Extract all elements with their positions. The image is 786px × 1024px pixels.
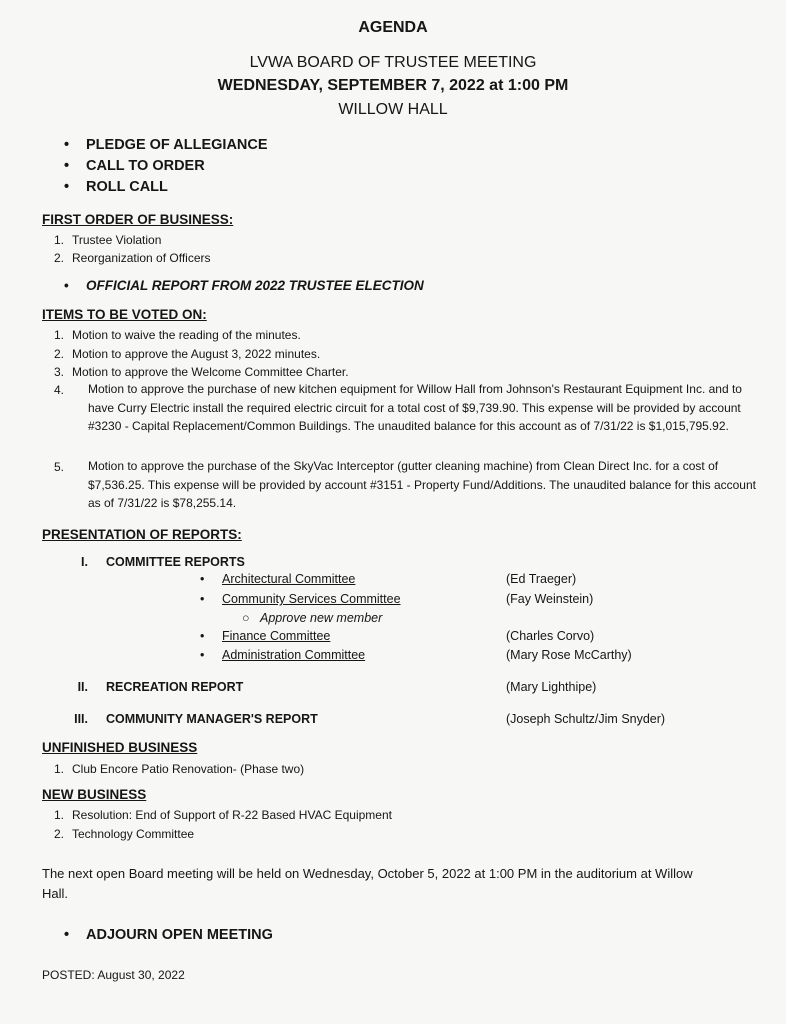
committee-item <box>200 629 330 643</box>
adjourn-item: • ADJOURN OPEN MEETING <box>64 927 273 943</box>
list-item: Motion to approve the purchase of new kitchen equipment for Willow Hall from Johnson's Restaurant Equipment Inc. and to have Curry Electric install the required electric circuit for a total cost of $9,739.90. This expense will be provided by account #3230 - Capital Replacement/Common Buildings. The unaudited balance for this account as of 7/31/22 is $1,015,795.92. <box>88 382 742 433</box>
bullet-icon: • <box>64 278 69 293</box>
meeting-name: LVWA BOARD OF TRUSTEE MEETING <box>249 54 537 71</box>
committee-chair: (Mary Rose McCarthy) <box>506 648 632 662</box>
report-section: II. RECREATION REPORT <box>77 680 244 694</box>
list-item: 1. Resolution: End of Support of R-22 Based HVAC Equipment <box>53 808 392 822</box>
committee-chair: (Fay Weinstein) <box>506 592 594 606</box>
bullet-icon: • <box>200 629 205 643</box>
bullet-icon: • <box>64 137 70 153</box>
report-presenter: (Mary Lighthipe) <box>506 680 597 694</box>
posted-date: POSTED: August 30, 2022 <box>42 968 185 982</box>
committee-link[interactable]: Administration Committee <box>222 648 366 662</box>
agenda-page: AGENDA LVWA BOARD OF TRUSTEE MEETING WEDNESDAY, SEPTEMBER 7, 2022 at 1:00 PM WILLOW HALL • PLEDGE OF ALLEGIANCE • CALL TO ORDER • ROLL CALL FIRST ORDER OF BUSINESS: 1. Trustee Violation 2. Reorganization of Officers • OFFICIAL REPORT FROM 2022 TRUSTEE ELECTION ITEMS TO BE VOTED ON: 1. Motion to waive the reading of the minutes. 2. Motion to approve the August 3, 2022 minutes. 3. Motion to approve the Welcome Committee Charter. 4. Motion to approve the purchase of new kitchen equipment for Willow Hall from Johnson's Restaurant Equipment Inc. and to have Curry Electric install the required electric circuit for a total cost of $9,739.90. This expense will be provided by account #3230 - Capital Replacement/Common Buildings. The unaudited balance for this account as of 7/31/22 is $1,015,795.92. 5. Motion to approve the purchase of the SkyVac Interceptor (gutter cleaning machine) from Clean Direct Inc. for a cost of $7,536.25. This expense will be provided by account #3151 - Property Fund/Additions. The unaudited balance for this account as of 7/31/22 is $78,255.14. PRESENTATION OF REPORTS: I. COMMITTEE REPORTS • Architectural Committee (Ed Traeger) • Community Services Committee (Fay Weinstein) ○ Approve new member • Finance Committee (Charles Corvo) • Administration Committee (Mary Rose McCarthy) II. RECREATION REPORT (Mary Lighthipe) III. COMMUNITY MANAGER'S REPORT (Joseph Schultz/Jim Snyder) UNFINISHED BUSINESS 1. Club Encore Patio Renovation- (Phase two) NEW BUSINESS 1. Resolution: End of Support of R-22 Based HVAC Equipment 2. Technology Committee The next open Board meeting will be held on Wednesday, October 5, 2022 at 1:00 PM in the auditorium at Willow Hall. • ADJOURN OPEN MEETING POSTED: August 30, 2022 <box>0 0 786 1024</box>
list-item: 1. Club Encore Patio Renovation- (Phase two) <box>53 762 305 776</box>
committee-link[interactable]: Community Services Committee <box>222 592 401 606</box>
committee-item <box>200 648 365 662</box>
opening-item: • CALL TO ORDER <box>64 158 205 174</box>
committee-chair: (Ed Traeger) <box>506 572 577 586</box>
report-section: III. COMMUNITY MANAGER'S REPORT <box>74 712 318 726</box>
list-item: Motion to approve the purchase of the SkyVac Interceptor (gutter cleaning machine) from Clean Direct Inc. for a cost of $7,536.25. This expense will be provided by account #3151 - Property Fund/Additions. The unaudited balance for this account as of 7/31/22 is $78,255.14. <box>88 459 756 510</box>
section-heading-voted: ITEMS TO BE VOTED ON: <box>42 307 207 322</box>
opening-item: • PLEDGE OF ALLEGIANCE <box>64 137 268 153</box>
report-section: I. COMMITTEE REPORTS <box>81 555 245 569</box>
committee-item <box>200 592 401 606</box>
opening-item: • ROLL CALL <box>64 179 168 195</box>
list-item: 1. Trustee Violation <box>53 233 162 247</box>
bullet-icon: • <box>64 158 70 174</box>
page-title: AGENDA <box>358 19 428 36</box>
committee-chair: (Charles Corvo) <box>506 629 595 643</box>
list-item: 1. Motion to waive the reading of the minutes. <box>53 328 301 342</box>
sub-item: ○ Approve new member <box>242 611 383 625</box>
section-heading-unfinished: UNFINISHED BUSINESS <box>42 740 198 755</box>
meeting-location: WILLOW HALL <box>338 101 448 118</box>
committee-link[interactable]: Finance Committee <box>222 629 331 643</box>
section-heading-new-business: NEW BUSINESS <box>42 787 147 802</box>
section-heading-reports: PRESENTATION OF REPORTS: <box>42 527 242 542</box>
bullet-icon: • <box>64 927 70 943</box>
official-report-item: • OFFICIAL REPORT FROM 2022 TRUSTEE ELECTION <box>64 278 424 293</box>
list-item: 2. Reorganization of Officers <box>53 251 211 265</box>
list-item: 3. Motion to approve the Welcome Committee Charter. <box>53 365 349 379</box>
committee-link[interactable]: Architectural Committee <box>222 572 356 586</box>
bullet-icon: • <box>64 179 70 195</box>
list-item: 2. Technology Committee <box>53 827 195 841</box>
next-meeting-note: The next open Board meeting will be held on Wednesday, October 5, 2022 at 1:00 PM in the auditorium at Willow Hall. <box>42 866 693 901</box>
report-presenter: (Joseph Schultz/Jim Snyder) <box>506 712 666 726</box>
bullet-icon: • <box>200 648 205 662</box>
meeting-date: WEDNESDAY, SEPTEMBER 7, 2022 at 1:00 PM <box>217 77 569 94</box>
bullet-icon: • <box>200 592 205 606</box>
section-heading-first-order: FIRST ORDER OF BUSINESS: <box>42 212 234 227</box>
bullet-icon: • <box>200 572 205 586</box>
committee-item <box>200 572 355 586</box>
list-item: 2. Motion to approve the August 3, 2022 minutes. <box>53 347 321 361</box>
circle-bullet-icon: ○ <box>242 611 250 625</box>
